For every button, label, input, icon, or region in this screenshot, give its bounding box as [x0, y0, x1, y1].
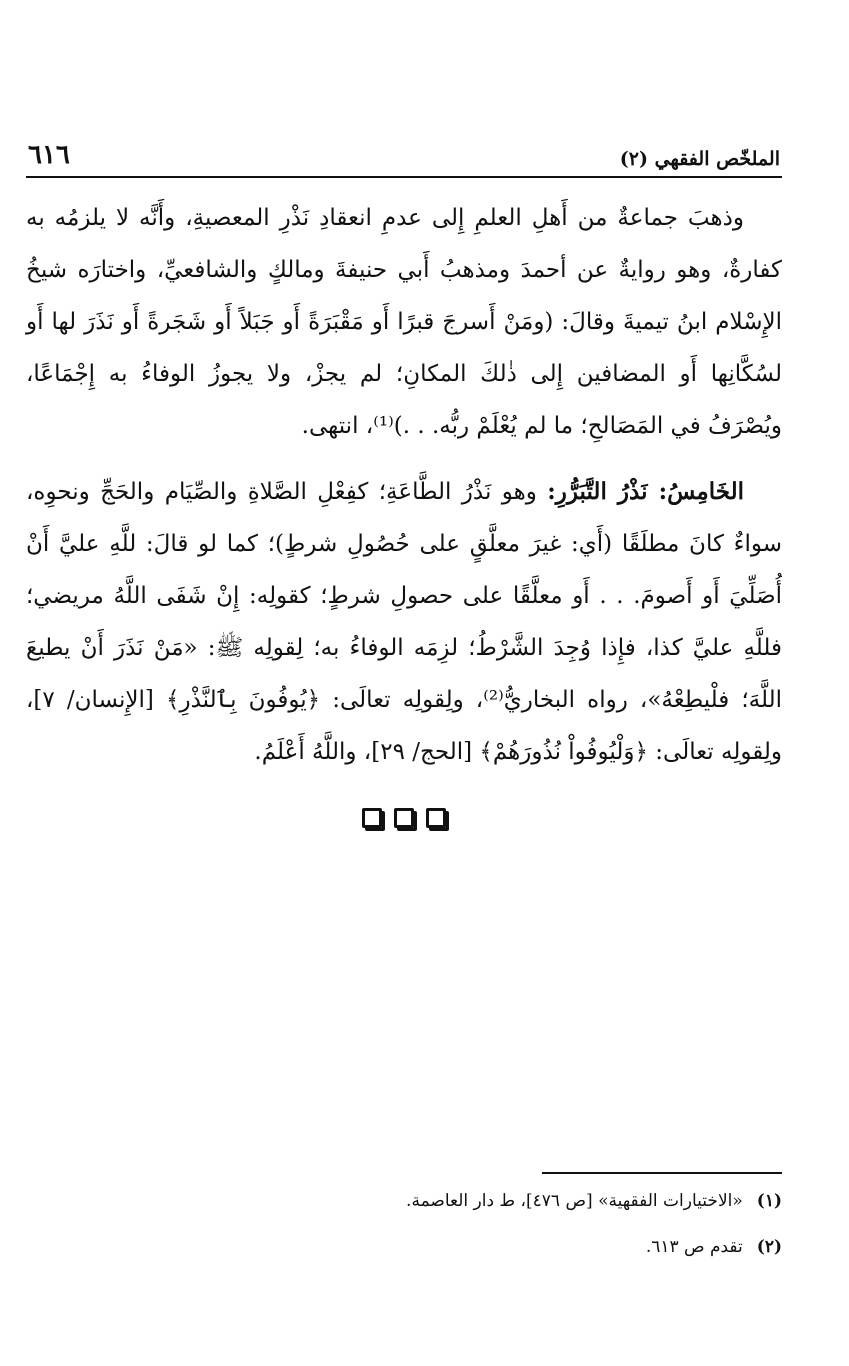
page-number: ٦١٦ — [28, 140, 70, 170]
footnote-rule — [542, 1172, 782, 1174]
header-rule — [26, 176, 782, 178]
paragraph-1 — [26, 192, 782, 452]
paragraph-text: وهو نَذْرُ الطَّاعَةِ؛ كفِعْلِ الصَّلاةِ والصِّيَام والحَجِّ ونحوِه، سواءٌ كانَ مطلَقًا (أَي: غيرَ معلَّقٍ على حُصُولِ شرطٍ)؛ كما لو قالَ: للَّهِ عليَّ أَنْ أُصَلِّيَ أَو أَصومَ. . . أَو معلَّقًا على حصولِ شرطٍ؛ كقولِه: إِنْ شَفَى اللَّهُ مريضي؛ فللَّهِ عليَّ كذا، فإِذا وُجِدَ الشَّرْطُ؛ لزِمَه الوفاءُ به؛ لِقولِه ﷺ: «مَنْ نَذَرَ أَنْ يطيعَ اللَّهَ؛ فلْيطِعْهُ»، رواه البخاريُّ⁽²⁾، ولِقولِه تعالَى: ﴿يُوفُونَ بِٱلنَّذْرِ﴾ [الإِنسان/ ٧]، ولِقولِه تعالَى: ﴿وَلْيُوفُواْ نُذُورَهُمْ﴾ [الحج/ ٢٩]، واللَّهُ أَعْلَمُ. — [26, 479, 782, 765]
page-header — [26, 130, 782, 170]
page-body — [26, 130, 782, 828]
footnote-2 — [26, 1232, 782, 1262]
footnote-text: «الاختيارات الفقهية» [ص ٤٧٦]، ط دار العاصمة. — [406, 1191, 743, 1211]
footnote-number: (٢) — [756, 1237, 782, 1257]
paragraph-lead: الخَامِسُ: نَذْرُ التَّبَرُّرِ: — [547, 478, 744, 505]
square-icon — [394, 808, 414, 828]
footnotes — [26, 1172, 782, 1262]
main-text — [26, 192, 782, 778]
footnote-number: (١) — [756, 1191, 782, 1211]
section-end-ornament-icon — [26, 808, 782, 828]
footnote-text: تقدم ص ٦١٣. — [645, 1237, 743, 1257]
paragraph-text: وذهبَ جماعةٌ من أَهلِ العلمِ إِلى عدمِ انعقادِ نَذْرِ المعصيةِ، وأَنَّه لا يلزمُه به كفارةٌ، وهو روايةٌ عن أحمدَ ومذهبُ أَبي حنيفةَ ومالكٍ والشافعيِّ، واختارَه شيخُ الإِسْلام ابنُ تيميةَ وقالَ: (ومَنْ أَسرجَ قبرًا أَو مَقْبَرَةً أَو جَبَلاً أَو شَجَرةً أَو نَذَرَ لها أَو لسُكَّانِها أَو المضافين إِلى ذٰلكَ المكانِ؛ لم يجزْ، ولا يجوزُ الوفاءُ به إِجْمَاعًا، ويُصْرَفُ في المَصَالحِ؛ ما لم يُعْلَمْ ربُّه. . .)⁽¹⁾، انتهى. — [26, 205, 782, 439]
square-icon — [426, 808, 446, 828]
square-icon — [362, 808, 382, 828]
paragraph-2 — [26, 466, 782, 778]
footnote-1 — [26, 1186, 782, 1216]
running-title: الملخّص الفقهي (٢) — [619, 148, 780, 170]
